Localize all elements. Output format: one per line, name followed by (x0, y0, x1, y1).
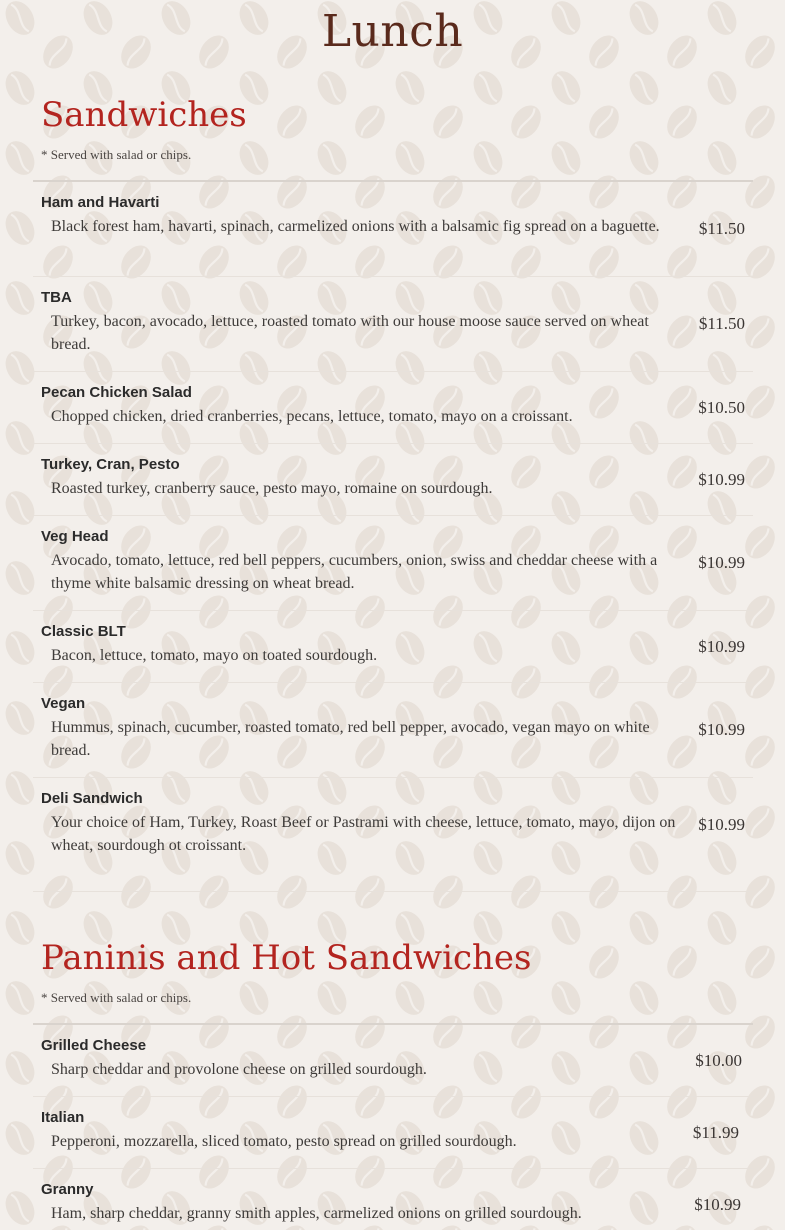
item-description: Hummus, spinach, cucumber, roasted tomato, red bell pepper, avocado, vegan mayo on white bread. (51, 719, 650, 759)
item-price: $10.00 (695, 1051, 742, 1070)
menu-item[interactable] (33, 778, 753, 892)
item-price: $10.99 (698, 553, 745, 572)
menu-item[interactable] (33, 1025, 753, 1097)
menu-item[interactable] (33, 683, 753, 778)
item-price: $10.99 (698, 470, 745, 489)
menu-item[interactable] (33, 277, 753, 372)
item-name: Pecan Chicken Salad (41, 384, 192, 401)
item-name: Turkey, Cran, Pesto (41, 456, 180, 473)
menu-item[interactable] (33, 444, 753, 516)
item-description: Sharp cheddar and provolone cheese on grilled sourdough. (51, 1061, 427, 1078)
menu-item[interactable] (33, 516, 753, 611)
item-description: Avocado, tomato, lettuce, red bell peppers, cucumbers, onion, swiss and cheddar cheese with a thyme white balsamic dressing on wheat bread. (51, 552, 658, 592)
section-title-paninis: Paninis and Hot Sandwiches (41, 938, 532, 978)
item-name: Ham and Havarti (41, 194, 160, 211)
item-name: Italian (41, 1109, 85, 1126)
item-description: Roasted turkey, cranberry sauce, pesto mayo, romaine on sourdough. (51, 480, 493, 497)
menu-item[interactable] (33, 611, 753, 683)
menu-item[interactable] (33, 1169, 753, 1230)
item-name: TBA (41, 289, 72, 306)
section-note-sandwiches: * Served with salad or chips. (41, 147, 192, 162)
item-description: Pepperoni, mozzarella, sliced tomato, pesto spread on grilled sourdough. (51, 1133, 517, 1150)
item-name: Grilled Cheese (41, 1037, 147, 1054)
section-title-sandwiches: Sandwiches (41, 95, 247, 135)
menu-item[interactable] (33, 1097, 753, 1169)
item-price: $10.99 (698, 637, 745, 656)
item-price: $10.99 (698, 720, 745, 739)
item-description: Turkey, bacon, avocado, lettuce, roasted tomato with our house moose sauce served on wheat bread. (51, 313, 649, 353)
item-name: Veg Head (41, 528, 109, 545)
item-name: Deli Sandwich (41, 790, 143, 807)
item-price: $10.50 (698, 398, 745, 417)
item-description: Ham, sharp cheddar, granny smith apples, carmelized onions on grilled sourdough. (51, 1205, 582, 1222)
item-price: $10.99 (694, 1195, 741, 1214)
item-price: $10.99 (698, 815, 745, 834)
item-name: Vegan (41, 695, 86, 712)
item-price: $11.99 (692, 1123, 739, 1142)
item-description: Your choice of Ham, Turkey, Roast Beef or Pastrami with cheese, lettuce, tomato, mayo, dijon on wheat, sourdough ot croissant. (51, 814, 676, 854)
item-name: Classic BLT (41, 623, 126, 640)
item-price: $11.50 (698, 219, 745, 238)
item-description: Black forest ham, havarti, spinach, carmelized onions with a balsamic fig spread on a baguette. (51, 218, 660, 235)
item-description: Bacon, lettuce, tomato, mayo on toated sourdough. (51, 647, 378, 664)
item-description: Chopped chicken, dried cranberries, pecans, lettuce, tomato, mayo on a croissant. (51, 408, 573, 425)
section-note-paninis: * Served with salad or chips. (41, 990, 192, 1005)
item-price: $11.50 (698, 314, 745, 333)
menu-item[interactable] (33, 372, 753, 444)
menu-item[interactable] (33, 182, 753, 277)
page-title: Lunch (321, 6, 464, 57)
item-name: Granny (41, 1181, 94, 1198)
